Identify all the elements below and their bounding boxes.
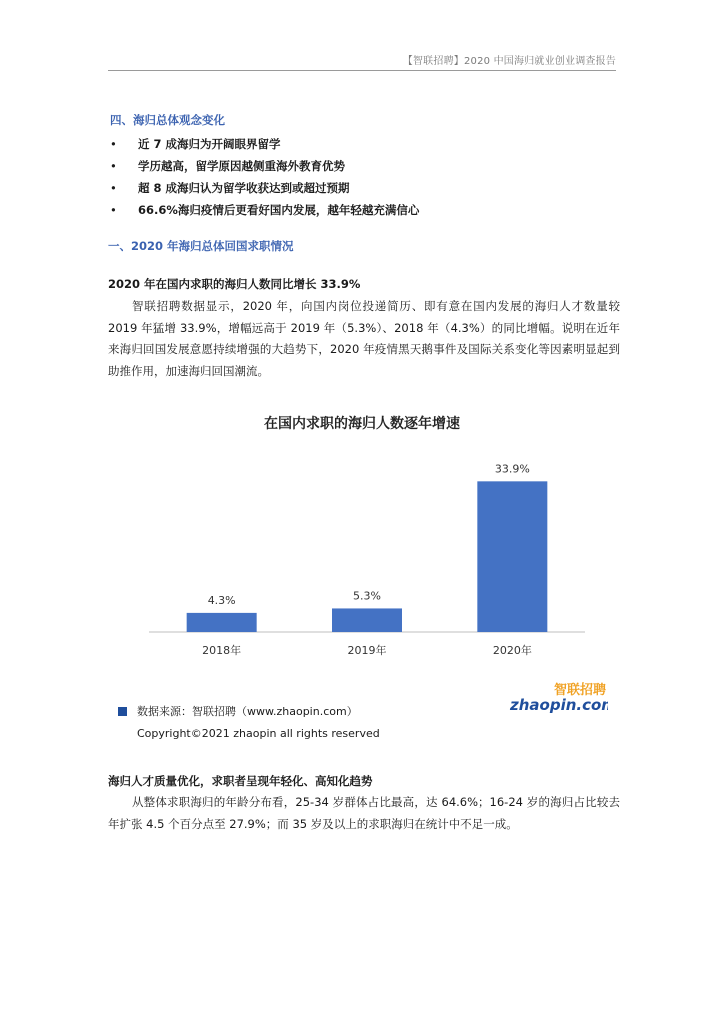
logo-cn-text: 智联招聘: [554, 683, 607, 698]
bar-2019年: [332, 608, 402, 632]
bullet-text: 近 7 成海归为开阔眼界留学: [138, 137, 281, 151]
zhaopin-logo-icon: [508, 679, 608, 715]
bar-chart-svg: [108, 400, 616, 700]
header-divider: [108, 70, 616, 71]
bullet-dot: •: [110, 203, 117, 217]
copyright-text: Copyright©2021 zhaopin all rights reserved: [137, 727, 380, 740]
bullet-dot: •: [110, 137, 117, 151]
data-label: 4.3%: [207, 593, 236, 607]
zhaopin-logo: [508, 679, 608, 715]
bullet-item: [110, 202, 419, 218]
x-tick-label: 2020年: [492, 644, 532, 657]
bullet-text: 超 8 成海归认为留学收获达到或超过预期: [138, 181, 350, 195]
bar-2020年: [477, 481, 547, 632]
section-1-title: 一、2020 年海归总体回国求职情况: [108, 239, 294, 253]
data-source-text: 数据来源：智联招聘（www.zhaopin.com）: [137, 705, 358, 718]
section-4-title: 四、海归总体观念变化: [110, 113, 225, 127]
data-label: 33.9%: [494, 462, 530, 476]
bar-2018年: [187, 613, 257, 632]
bullet-item: [110, 158, 345, 174]
bullet-item: [110, 136, 281, 152]
block-2-paragraph: 从整体求职海归的年龄分布看，25-34 岁群体占比最高，达 64.6%；16-24 岁的海归占比较去年扩张 4.5 个百分点至 27.9%；而 35 岁及以上的求职海归在统计中不足一成。: [108, 795, 620, 831]
bullet-text: 学历越高，留学原因越侧重海外教育优势: [138, 159, 345, 173]
bullet-dot: •: [110, 181, 117, 195]
data-source: [118, 703, 358, 719]
bullet-dot: •: [110, 159, 117, 173]
page-header-title: 【智联招聘】2020 中国海归就业创业调查报告: [402, 56, 616, 67]
x-tick-label: 2018年: [202, 644, 242, 657]
chart-title: 在国内求职的海归人数逐年增速: [264, 416, 460, 432]
block-1-heading: 2020 年在国内求职的海归人数同比增长 33.9%: [108, 277, 361, 291]
block-1-paragraph: 智联招聘数据显示，2020 年，向国内岗位投递简历、即有意在国内发展的海归人才数量较 2019 年猛增 33.9%，增幅远高于 2019 年（5.3%）、2018 年（4.3%）的同比增幅。说明在近年来海归回国发展意愿持续增强的大趋势下，2020 年疫情黑天鹅事件及国际关系变化等因素明显起到助推作用，加速海归回国潮流。: [108, 299, 620, 378]
bullet-text: 66.6%海归疫情后更看好国内发展，越年轻越充满信心: [138, 203, 420, 217]
bar-chart: [108, 400, 616, 700]
data-label: 5.3%: [353, 589, 381, 603]
source-square-icon: [118, 707, 127, 716]
logo-en-text: zhaopin.com: [510, 696, 608, 714]
x-tick-label: 2019年: [347, 644, 387, 657]
block-2-heading: 海归人才质量优化，求职者呈现年轻化、高知化趋势: [108, 774, 373, 788]
bullet-item: [110, 180, 350, 196]
